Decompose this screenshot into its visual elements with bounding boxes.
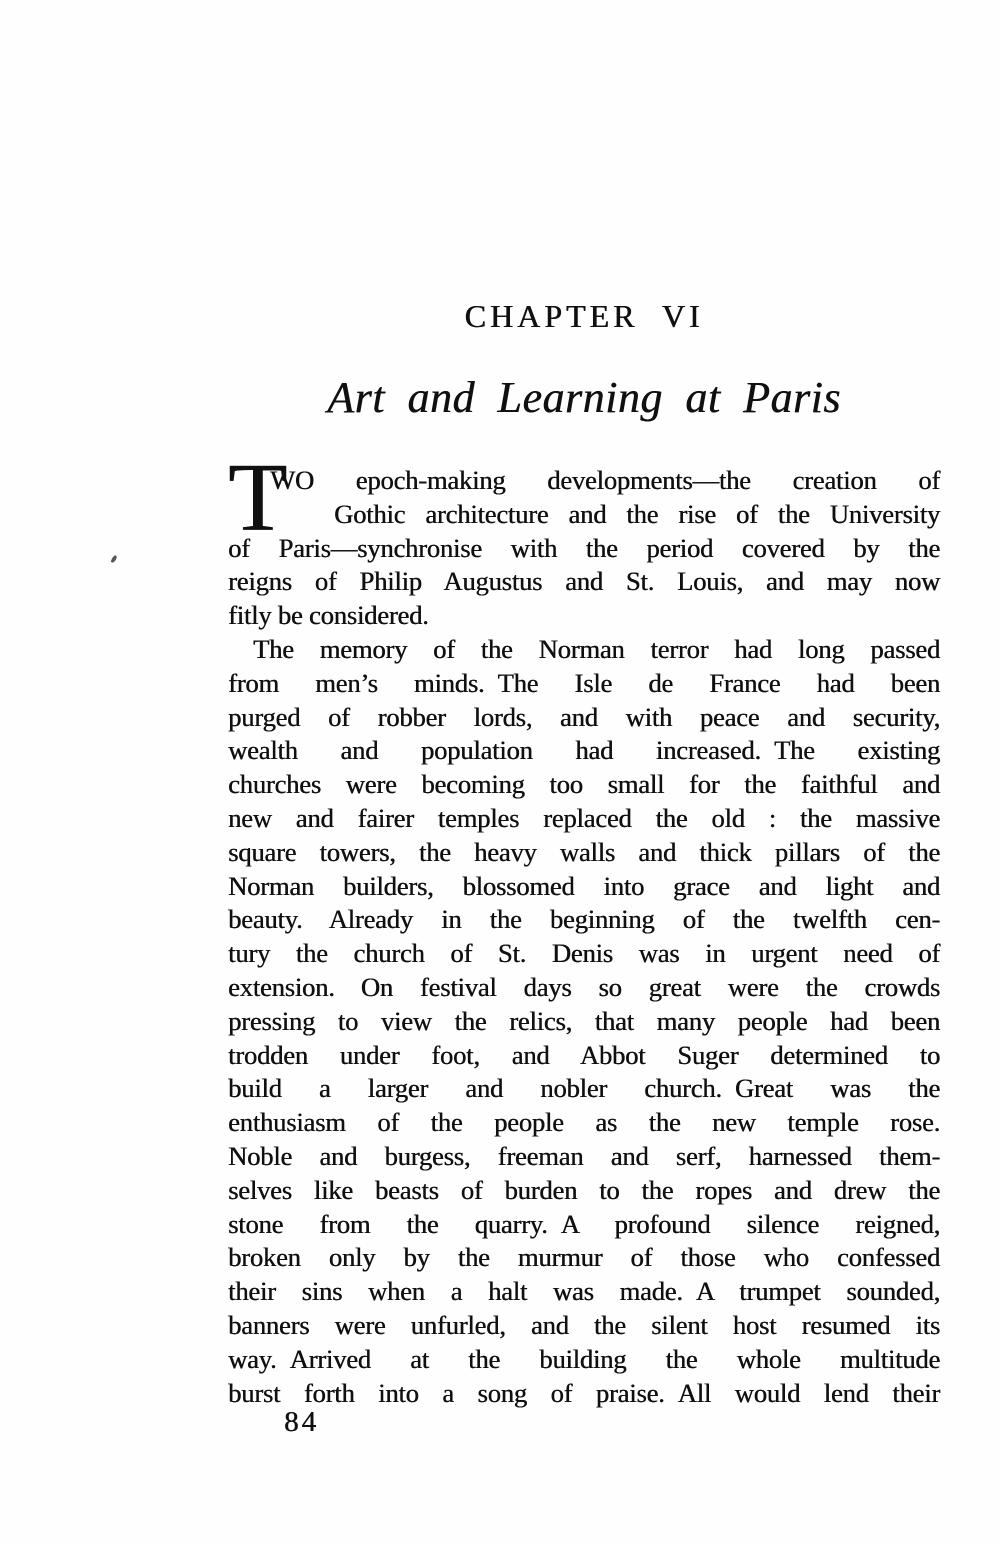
text-line: wealth and population had increased. The existing — [228, 735, 940, 766]
text-line: way. Arrived at the building the whole multitude — [228, 1343, 940, 1374]
text-line: of Paris—synchronise with the period covered by the — [228, 532, 940, 563]
text-line: tury the church of St. Denis was in urgent need of — [228, 938, 940, 969]
text-line: purged of robber lords, and with peace and security, — [228, 701, 940, 732]
text-block — [228, 444, 940, 1410]
text-line: extension. On festival days so great were the crowds — [228, 971, 940, 1002]
text-line: build a larger and nobler church. Great was the — [228, 1073, 940, 1104]
text-line: reigns of Philip Augustus and St. Louis, and may now — [228, 566, 940, 597]
text-line: WO epoch-making developments—the creation of — [270, 465, 940, 495]
text-line: their sins when a halt was made. A trumpet sounded, — [228, 1276, 940, 1307]
chapter-heading: CHAPTER VI — [464, 298, 704, 334]
text-line: trodden under foot, and Abbot Suger determined to — [228, 1039, 940, 1070]
text-line: new and fairer temples replaced the old : the massive — [228, 802, 940, 833]
text-line: Norman builders, blossomed into grace and light and — [228, 870, 940, 901]
text-line: enthusiasm of the people as the new temple rose. — [228, 1107, 940, 1138]
text-line: selves like beasts of burden to the ropes and drew the — [228, 1174, 940, 1205]
text-line: burst forth into a song of praise. All would lend their — [228, 1377, 940, 1408]
text-line: square towers, the heavy walls and thick pillars of the — [228, 836, 940, 867]
text-line: banners were unfurled, and the silent host resumed its — [228, 1309, 940, 1340]
page-number: 84 — [284, 1406, 319, 1438]
text-line: fitly be considered. — [228, 600, 429, 631]
text-line: churches were becoming too small for the faithful and — [228, 769, 940, 800]
text-line: Gothic architecture and the rise of the University — [334, 498, 940, 529]
text-line: from men’s minds. The Isle de France had been — [228, 667, 940, 698]
paragraph — [228, 633, 940, 1410]
text-line: The memory of the Norman terror had long passed — [253, 633, 940, 664]
text-line: Noble and burgess, freeman and serf, harnessed them- — [228, 1140, 940, 1171]
text-line: pressing to view the relics, that many people had been — [228, 1005, 940, 1036]
paragraph — [228, 444, 940, 633]
text-line: stone from the quarry. A profound silence reigned, — [228, 1208, 940, 1239]
text-line: beauty. Already in the beginning of the twelfth cen- — [228, 904, 940, 935]
chapter-title: Art and Learning at Paris — [327, 373, 841, 422]
text-line: broken only by the murmur of those who confessed — [228, 1242, 940, 1273]
drop-cap: T — [228, 444, 288, 551]
ink-speck — [111, 555, 118, 564]
